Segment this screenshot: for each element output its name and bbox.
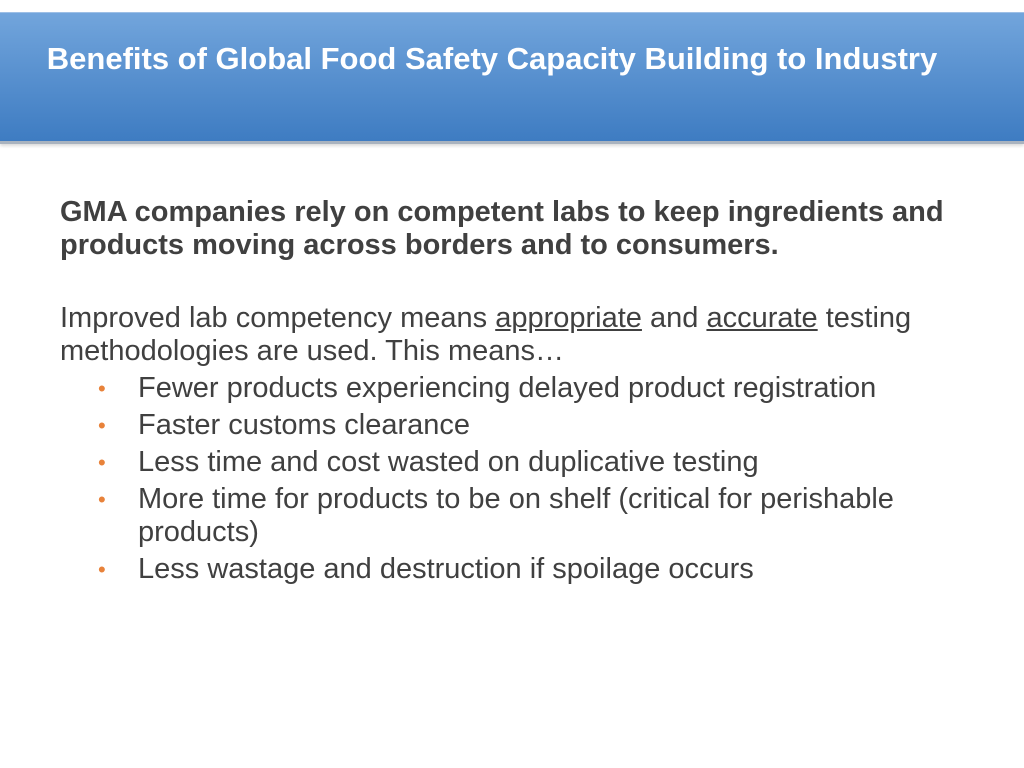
bullet-icon: • [98, 413, 106, 438]
slide-body [60, 196, 980, 590]
intro-word-accurate: accurate [706, 302, 818, 334]
intro-text-1: Improved lab competency means [60, 302, 496, 334]
list-item-text: More time for products to be on shelf (critical for perishable products) [138, 483, 894, 548]
list-item [60, 372, 980, 405]
slide-title: Benefits of Global Food Safety Capacity Building to Industry [46, 41, 938, 76]
list-item [60, 409, 980, 442]
list-item-text: Faster customs clearance [138, 409, 471, 441]
bullet-icon: • [98, 557, 106, 582]
list-item [60, 483, 980, 549]
bullet-icon: • [98, 487, 106, 512]
intro-paragraph [60, 302, 980, 368]
bullet-icon: • [98, 376, 106, 401]
list-item-text: Less time and cost wasted on duplicative testing [138, 446, 759, 478]
intro-text-2: and [641, 302, 707, 334]
intro-word-appropriate: appropriate [495, 302, 642, 334]
intro-text-3: testing methodologies are used. This means… [60, 302, 912, 367]
list-item [60, 553, 980, 586]
lead-paragraph: GMA companies rely on competent labs to keep ingredients and products moving across borders and to consumers. [60, 196, 944, 261]
bullet-icon: • [98, 450, 106, 475]
list-item [60, 446, 980, 479]
list-item-text: Fewer products experiencing delayed product registration [138, 372, 877, 404]
benefits-list [60, 372, 980, 586]
list-item-text: Less wastage and destruction if spoilage occurs [138, 553, 754, 585]
title-bar [0, 12, 1024, 141]
